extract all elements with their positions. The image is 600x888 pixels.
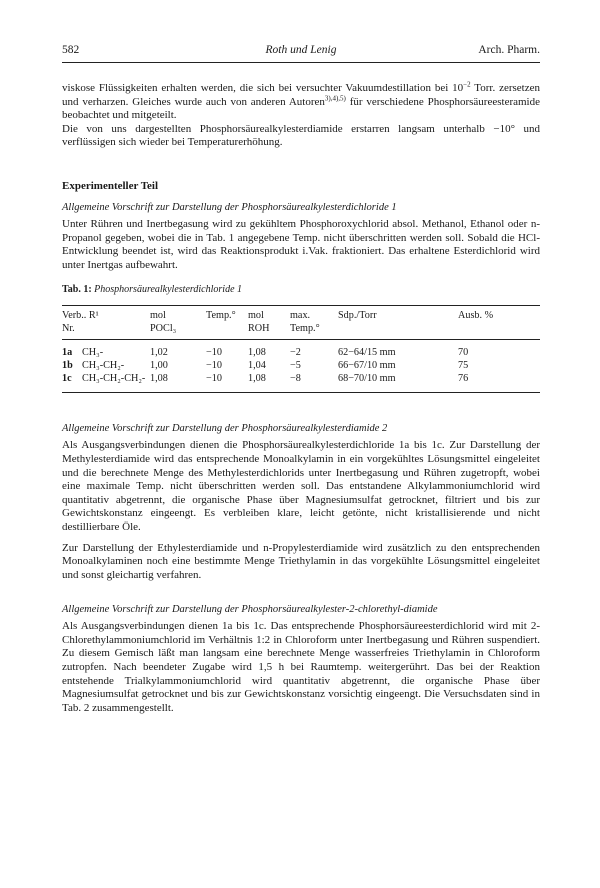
substituent: CH₃-CH₂-CH₂- bbox=[82, 372, 150, 393]
table-1-caption bbox=[62, 284, 540, 295]
temperature: −10 bbox=[206, 347, 222, 359]
yield: 70 bbox=[458, 347, 469, 359]
page-number: 582 bbox=[62, 44, 80, 56]
boiling-point: 68−70/10 mm bbox=[338, 372, 458, 393]
boiling-point: 62−64/15 mm bbox=[338, 347, 396, 359]
procedure-2-title: Allgemeine Vorschrift zur Darstellung der Phosphorsäurealkylesterdiamide 2 bbox=[62, 423, 388, 435]
table-header-cell: Nr. bbox=[62, 322, 150, 340]
procedure-1-text: Unter Rühren und Inertbegasung wird zu gekühltem Phosphoroxychlorid absol. Methanol, Ethanol oder n-Propanol gegeben, wobei die in Tab. 1 angegebene Temp. nicht überschritten werden soll. Sobald die HCl-Entwicklung beendet ist, wird das Reaktionsprodukt i.Vak. fraktioniert. Das erhaltene Esterdichlorid wird unter Inertgas aufbewahrt. bbox=[62, 217, 540, 271]
intro-paragraph-1: viskose Flüssigkeiten erhalten werden, die sich bei versuchter Vakuumdestillation bei $10^{-2}$ Torr. zersetzen und verharzen. Gleiches wurde auch von anderen Autoren$^{3),4),5)}$ für verschiedene Phosphorsäureesteramide beobachtet und mitgeteilt. bbox=[62, 80, 540, 122]
temperature: −10 bbox=[206, 360, 222, 372]
table-header-cell: Sdp./Torr bbox=[338, 306, 458, 323]
table-1-label: Tab. 1: bbox=[62, 284, 92, 296]
table-header-cell bbox=[338, 322, 458, 340]
intro-paragraph-2: Die von uns dargestellten Phosphorsäurealkylesterdiamide erstarren langsam unterhalb −10° und verflüssigen sich wieder bei Temperaturerhöhung. bbox=[62, 122, 540, 149]
table-header-row bbox=[62, 306, 540, 323]
table-row bbox=[62, 359, 540, 372]
temperature: −10 bbox=[206, 372, 248, 393]
yield: 75 bbox=[458, 360, 469, 372]
mol-pocl3: 1,00 bbox=[150, 360, 168, 372]
procedure-1-title: Allgemeine Vorschrift zur Darstellung der Phosphorsäurealkylesterdichloride 1 bbox=[62, 201, 397, 213]
table-1-title: Phosphorsäurealkylesterdichloride 1 bbox=[94, 284, 243, 296]
boiling-point: 66−67/10 mm bbox=[338, 360, 396, 372]
running-header bbox=[62, 44, 540, 62]
exponent: −2 bbox=[463, 80, 471, 89]
compound-number: 1c bbox=[62, 372, 82, 393]
mol-roh: 1,08 bbox=[248, 372, 290, 393]
max-temperature: −2 bbox=[290, 347, 301, 359]
table-header-cell: ROH bbox=[248, 322, 290, 340]
substituent: CH₃- bbox=[82, 347, 104, 359]
table-header-cell: Temp.° bbox=[206, 306, 248, 323]
table-header-cell: Verb.. R¹ bbox=[62, 306, 150, 323]
table-header-cell: max. bbox=[290, 306, 338, 323]
running-authors: Roth und Lenig bbox=[265, 44, 337, 56]
table-header-cell: mol bbox=[150, 306, 206, 323]
table-header-cell: Ausb. % bbox=[458, 306, 540, 323]
procedure-3-title: Allgemeine Vorschrift zur Darstellung der Phosphorsäurealkylester-2-chlorethyl-diamide bbox=[62, 604, 438, 616]
table-header-cell bbox=[458, 322, 540, 340]
header-rule bbox=[62, 62, 540, 63]
mol-roh: 1,08 bbox=[248, 347, 266, 359]
table-1 bbox=[62, 305, 540, 393]
table-header-cell: mol bbox=[248, 306, 290, 323]
procedure-2-text-1: Als Ausgangsverbindungen dienen die Phosphorsäurealkylesterdichloride 1a bis 1c. Zur Darstellung der Methylesterdiamide wird das entsprechende Monoalkylamin in ein vorgekühltes Lösungsmittel eingeleitet und die berechnete Menge des Methylesterdichlorids unter Inertbegasung und Rühren zugetropft, wobei eine maximale Temp. nicht überschritten werden soll. Das entstandene Alkylammoniumchlorid wird quantitativ abgetrennt, die organische Phase über Magnesiumsulfat getrocknet, filtriert und bis zur Gewichtskonstanz eingeengt. Es verbleiben klare, leicht getönte, nicht kristallisierende und nicht destillierbare Öle. bbox=[62, 439, 540, 533]
compound-number: 1b bbox=[62, 360, 73, 372]
table-header-cell: POCl₃ bbox=[150, 322, 206, 340]
mol-pocl3: 1,08 bbox=[150, 372, 206, 393]
page-body bbox=[62, 82, 540, 715]
max-temperature: −8 bbox=[290, 372, 338, 393]
yield: 76 bbox=[458, 372, 540, 393]
table-row bbox=[62, 372, 540, 393]
mol-pocl3: 1,02 bbox=[150, 347, 168, 359]
compound-number: 1a bbox=[62, 347, 73, 359]
table-header-row bbox=[62, 322, 540, 340]
procedure-3-text: Als Ausgangsverbindungen dienen 1a bis 1c. Das entsprechende Phosphorsäureesterdichlorid wird mit 2-Chlorethylammoniumchlorid im Verhältnis 1:2 in Chloroform unter Inertbegasung und Rühren suspendiert. Zu diesem Gemisch läßt man langsam eine berechnete Menge wasserfreies Triethylamin in Chloroform zutropfen. Nach beendeter Zugabe wird 1,5 h bei Raumtemp. weitergerührt. Das bei der Reaktion entstehende Trialkylammoniumchlorid wird quantitativ abgetrennt, die organische Phase über Magnesiumsulfat getrocknet und bis zur Gewichtskonstanz vorsichtig eingeengt. Die Versuchsdaten sind in Tab. 2 zusammengestellt. bbox=[62, 620, 540, 714]
table-header-cell: Temp.° bbox=[290, 322, 338, 340]
section-heading: Experimenteller Teil bbox=[62, 179, 159, 192]
substituent: CH₃-CH₂- bbox=[82, 360, 125, 372]
table-header-cell bbox=[206, 322, 248, 340]
reference-markers: 3),4),5) bbox=[324, 93, 346, 102]
max-temperature: −5 bbox=[290, 360, 301, 372]
mol-roh: 1,04 bbox=[248, 360, 266, 372]
table-row bbox=[62, 340, 540, 360]
journal-name: Arch. Pharm. bbox=[478, 44, 540, 56]
procedure-2-text-2: Zur Darstellung der Ethylesterdiamide und n-Propylesterdiamide wird zusätzlich zu den entsprechenden Monoalkylaminen noch eine bestimmte Menge Triethylamin in das vorgekühlte Lösungsmittel eingeleitet und sonst gleichartig verfahren. bbox=[62, 541, 540, 581]
